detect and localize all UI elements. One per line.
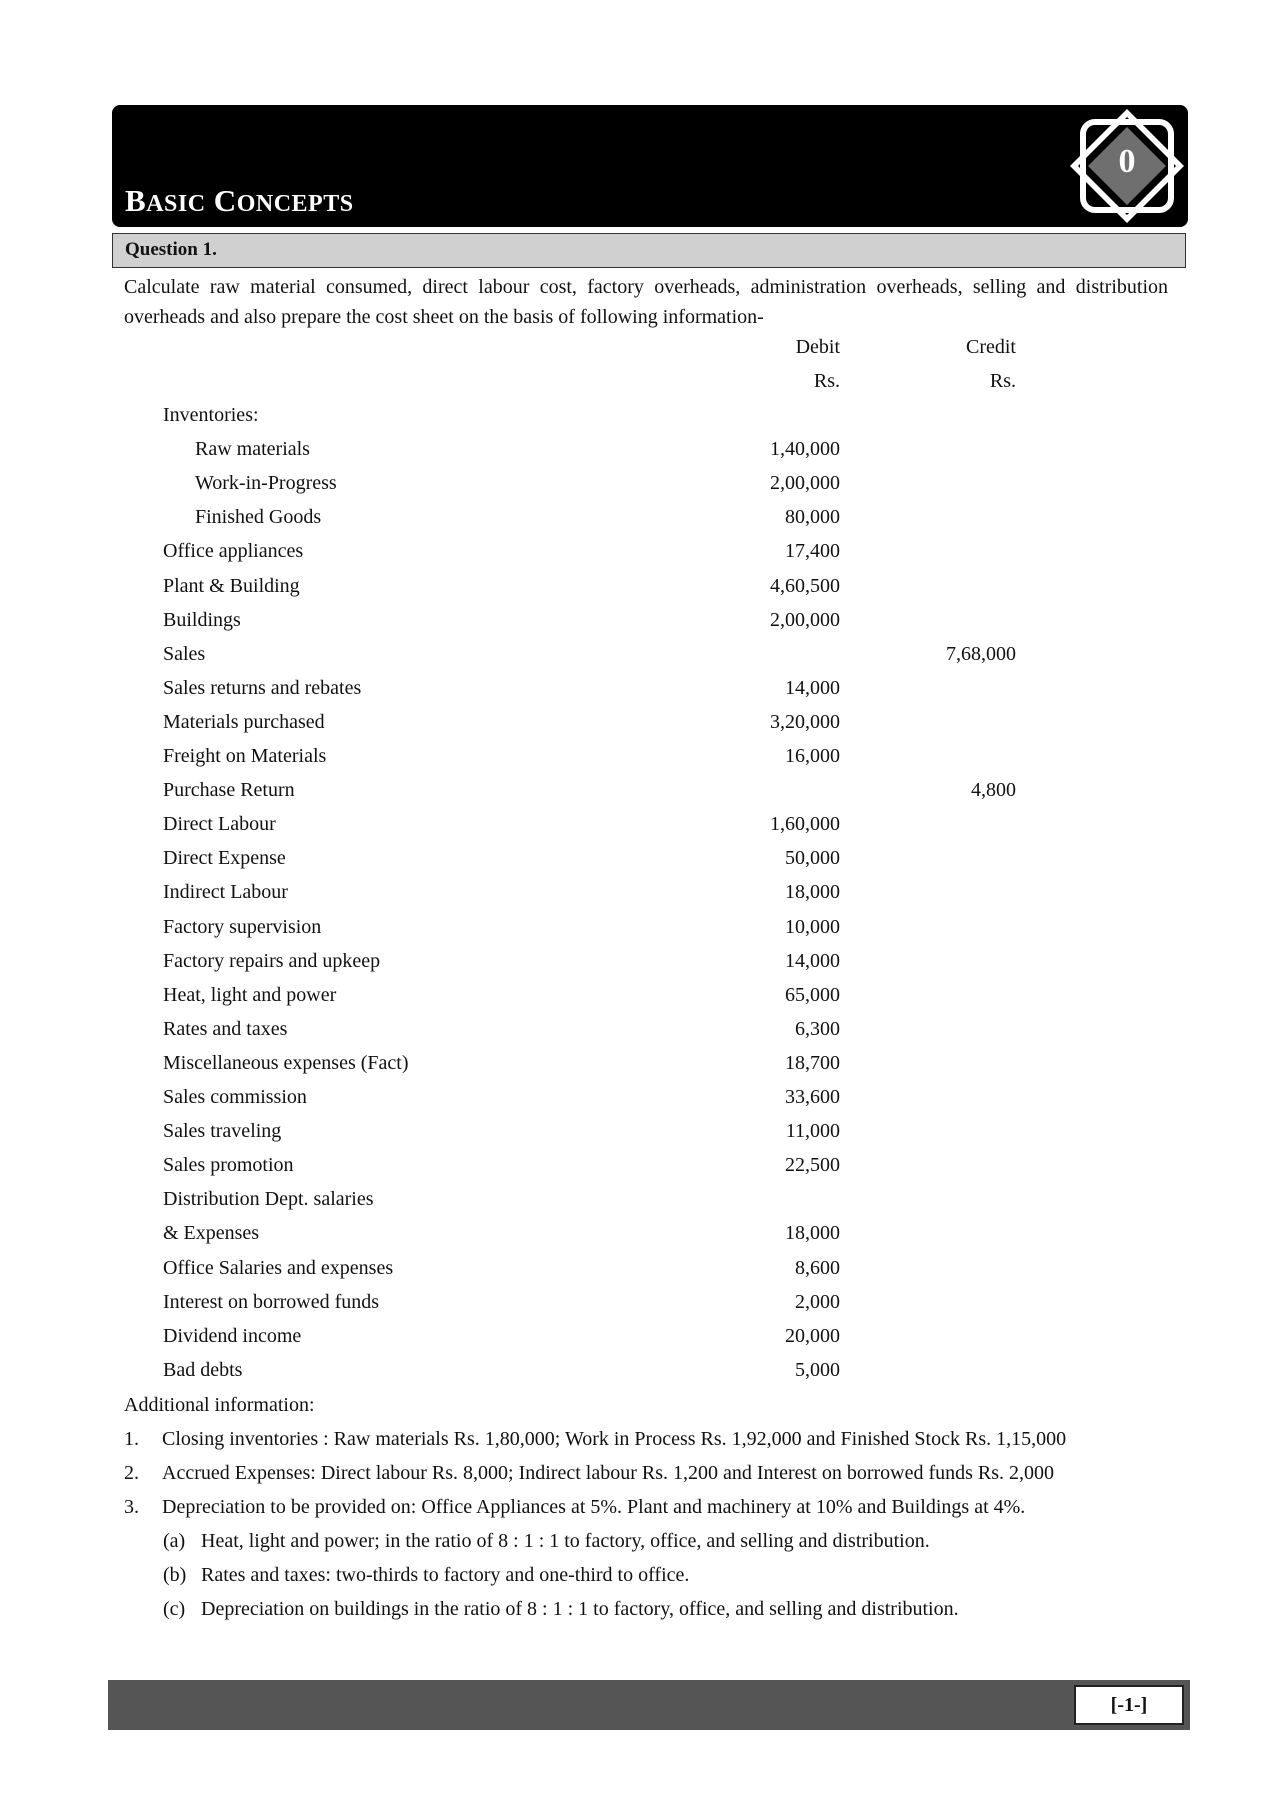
table-row bbox=[0, 979, 1280, 1013]
question-label: Question 1. bbox=[125, 239, 217, 260]
row-label: Sales returns and rebates bbox=[163, 676, 362, 699]
table-row bbox=[0, 570, 1280, 604]
subitem-number: (b) bbox=[163, 1564, 187, 1587]
additional-subitem bbox=[163, 1598, 1183, 1628]
row-debit: 2,000 bbox=[795, 1290, 840, 1313]
row-debit: 65,000 bbox=[785, 983, 840, 1006]
table-row bbox=[0, 706, 1280, 740]
row-debit: 3,20,000 bbox=[770, 710, 840, 733]
table-row bbox=[0, 1013, 1280, 1047]
table-row bbox=[0, 501, 1280, 535]
table-row bbox=[0, 535, 1280, 569]
table-row bbox=[0, 945, 1280, 979]
table-row bbox=[0, 433, 1280, 467]
row-label: Office appliances bbox=[163, 540, 304, 563]
page-number: [-1-] bbox=[1074, 1685, 1184, 1725]
row-label: Inventories: bbox=[163, 404, 259, 426]
additional-subitem bbox=[163, 1530, 1183, 1560]
table-row bbox=[0, 1217, 1280, 1251]
row-label: Raw materials bbox=[195, 438, 310, 461]
additional-item bbox=[124, 1462, 1184, 1492]
table-row bbox=[0, 740, 1280, 774]
table-row bbox=[0, 467, 1280, 501]
row-debit: 2,00,000 bbox=[770, 608, 840, 631]
row-label: Direct Labour bbox=[163, 813, 276, 836]
chapter-title bbox=[125, 183, 354, 219]
row-debit: 80,000 bbox=[785, 506, 840, 529]
table-row bbox=[0, 672, 1280, 706]
chapter-badge bbox=[1066, 105, 1188, 227]
row-debit: 22,500 bbox=[785, 1154, 840, 1177]
row-label: Miscellaneous expenses (Fact) bbox=[163, 1051, 409, 1074]
row-debit: 20,000 bbox=[785, 1324, 840, 1347]
table-row bbox=[0, 911, 1280, 945]
debit-unit: Rs. bbox=[813, 370, 840, 392]
row-label: Sales promotion bbox=[163, 1154, 294, 1177]
row-label: Finished Goods bbox=[195, 506, 322, 529]
row-debit: 1,40,000 bbox=[770, 438, 840, 461]
table-header-row bbox=[0, 331, 1280, 365]
row-debit: 14,000 bbox=[785, 949, 840, 972]
subitem-text: Heat, light and power; in the ratio of 8 : 1 : 1 to factory, office, and selling and distribution. bbox=[201, 1530, 930, 1552]
row-label: Factory repairs and upkeep bbox=[163, 949, 381, 972]
table-row bbox=[0, 774, 1280, 808]
table-row bbox=[0, 1320, 1280, 1354]
row-debit: 6,300 bbox=[795, 1017, 840, 1040]
table-row bbox=[0, 1149, 1280, 1183]
table-row bbox=[0, 1047, 1280, 1081]
table-row bbox=[0, 1354, 1280, 1388]
table-row bbox=[0, 808, 1280, 842]
row-debit: 2,00,000 bbox=[770, 472, 840, 495]
table-row bbox=[0, 1081, 1280, 1115]
title-word-rest: ASIC bbox=[146, 191, 206, 217]
table-unit-row bbox=[0, 365, 1280, 399]
row-label: Bad debts bbox=[163, 1358, 243, 1381]
row-debit: 4,60,500 bbox=[770, 574, 840, 597]
row-label: Indirect Labour bbox=[163, 881, 288, 904]
row-debit: 14,000 bbox=[785, 676, 840, 699]
row-label: Sales bbox=[163, 642, 206, 665]
table-row bbox=[0, 1183, 1280, 1217]
row-label: Sales commission bbox=[163, 1086, 307, 1108]
item-number: 2. bbox=[124, 1462, 139, 1485]
row-label: Rates and taxes bbox=[163, 1017, 288, 1040]
row-debit: 33,600 bbox=[785, 1086, 840, 1108]
item-text: Closing inventories : Raw materials Rs. 1,80,000; Work in Process Rs. 1,92,000 and Finished Stock Rs. 1,15,000 bbox=[162, 1428, 1067, 1450]
table-row bbox=[0, 1115, 1280, 1149]
row-label: Sales traveling bbox=[163, 1120, 282, 1143]
row-debit: 10,000 bbox=[785, 915, 840, 938]
row-debit: 5,000 bbox=[795, 1358, 840, 1381]
row-debit: 18,000 bbox=[785, 1222, 840, 1245]
row-debit: 16,000 bbox=[785, 745, 840, 767]
subitem-text: Rates and taxes: two-thirds to factory and one-third to office. bbox=[201, 1564, 690, 1587]
row-label: Office Salaries and expenses bbox=[163, 1256, 394, 1279]
row-credit: 4,800 bbox=[971, 779, 1016, 802]
row-label: Work-in-Progress bbox=[195, 472, 337, 495]
table-row bbox=[0, 1252, 1280, 1286]
row-label: Distribution Dept. salaries bbox=[163, 1188, 374, 1211]
row-label: Dividend income bbox=[163, 1324, 302, 1347]
title-word-rest: ONCEPTS bbox=[236, 191, 354, 217]
page-footer bbox=[108, 1680, 1190, 1730]
title-letter: C bbox=[213, 183, 237, 218]
row-debit: 18,700 bbox=[785, 1051, 840, 1074]
subitem-number: (c) bbox=[163, 1598, 186, 1621]
item-number: 1. bbox=[124, 1428, 139, 1450]
question-intro: Calculate raw material consumed, direct labour cost, factory overheads, administration overheads, selling and distribution overheads and also prepare the cost sheet on the basis of following information- bbox=[124, 276, 1168, 328]
item-number: 3. bbox=[124, 1496, 139, 1519]
row-debit: 11,000 bbox=[785, 1120, 840, 1143]
row-debit: 1,60,000 bbox=[770, 813, 840, 836]
row-label: Factory supervision bbox=[163, 915, 322, 938]
additional-subitem bbox=[163, 1564, 1183, 1594]
row-label: Materials purchased bbox=[163, 710, 325, 733]
chapter-banner bbox=[112, 105, 1188, 227]
credit-column-header: Credit bbox=[966, 336, 1016, 358]
debit-column-header: Debit bbox=[795, 336, 840, 358]
row-debit: 8,600 bbox=[795, 1256, 840, 1279]
row-label: Buildings bbox=[163, 608, 241, 631]
table-row bbox=[0, 876, 1280, 910]
additional-item bbox=[124, 1428, 1184, 1458]
row-debit: 17,400 bbox=[785, 540, 840, 563]
subitem-number: (a) bbox=[163, 1530, 186, 1552]
row-debit: 18,000 bbox=[785, 881, 840, 904]
row-label: Heat, light and power bbox=[163, 983, 337, 1006]
row-label: Interest on borrowed funds bbox=[163, 1290, 380, 1313]
table-row bbox=[0, 399, 1280, 433]
credit-unit: Rs. bbox=[989, 370, 1016, 392]
additional-item bbox=[124, 1496, 1184, 1526]
row-label: Freight on Materials bbox=[163, 745, 327, 767]
item-text: Depreciation to be provided on: Office Appliances at 5%. Plant and machinery at 10% and Buildings at 4%. bbox=[162, 1496, 1026, 1519]
row-debit: 50,000 bbox=[785, 847, 840, 870]
item-text: Accrued Expenses: Direct labour Rs. 8,000; Indirect labour Rs. 1,200 and Interest on borrowed funds Rs. 2,000 bbox=[162, 1462, 1055, 1485]
table-row bbox=[0, 1286, 1280, 1320]
row-credit: 7,68,000 bbox=[946, 642, 1016, 665]
title-letter: B bbox=[125, 183, 147, 218]
chapter-number: 0 bbox=[1118, 143, 1136, 180]
table-row bbox=[0, 842, 1280, 876]
row-label: Purchase Return bbox=[163, 779, 295, 802]
question-bar bbox=[112, 233, 1186, 268]
additional-heading: Additional information: bbox=[124, 1394, 315, 1416]
row-label: Direct Expense bbox=[163, 847, 286, 870]
subitem-text: Depreciation on buildings in the ratio of 8 : 1 : 1 to factory, office, and selling and distribution. bbox=[201, 1598, 959, 1621]
table-row bbox=[0, 638, 1280, 672]
row-label: & Expenses bbox=[163, 1222, 260, 1245]
row-label: Plant & Building bbox=[163, 574, 300, 597]
table-row bbox=[0, 604, 1280, 638]
